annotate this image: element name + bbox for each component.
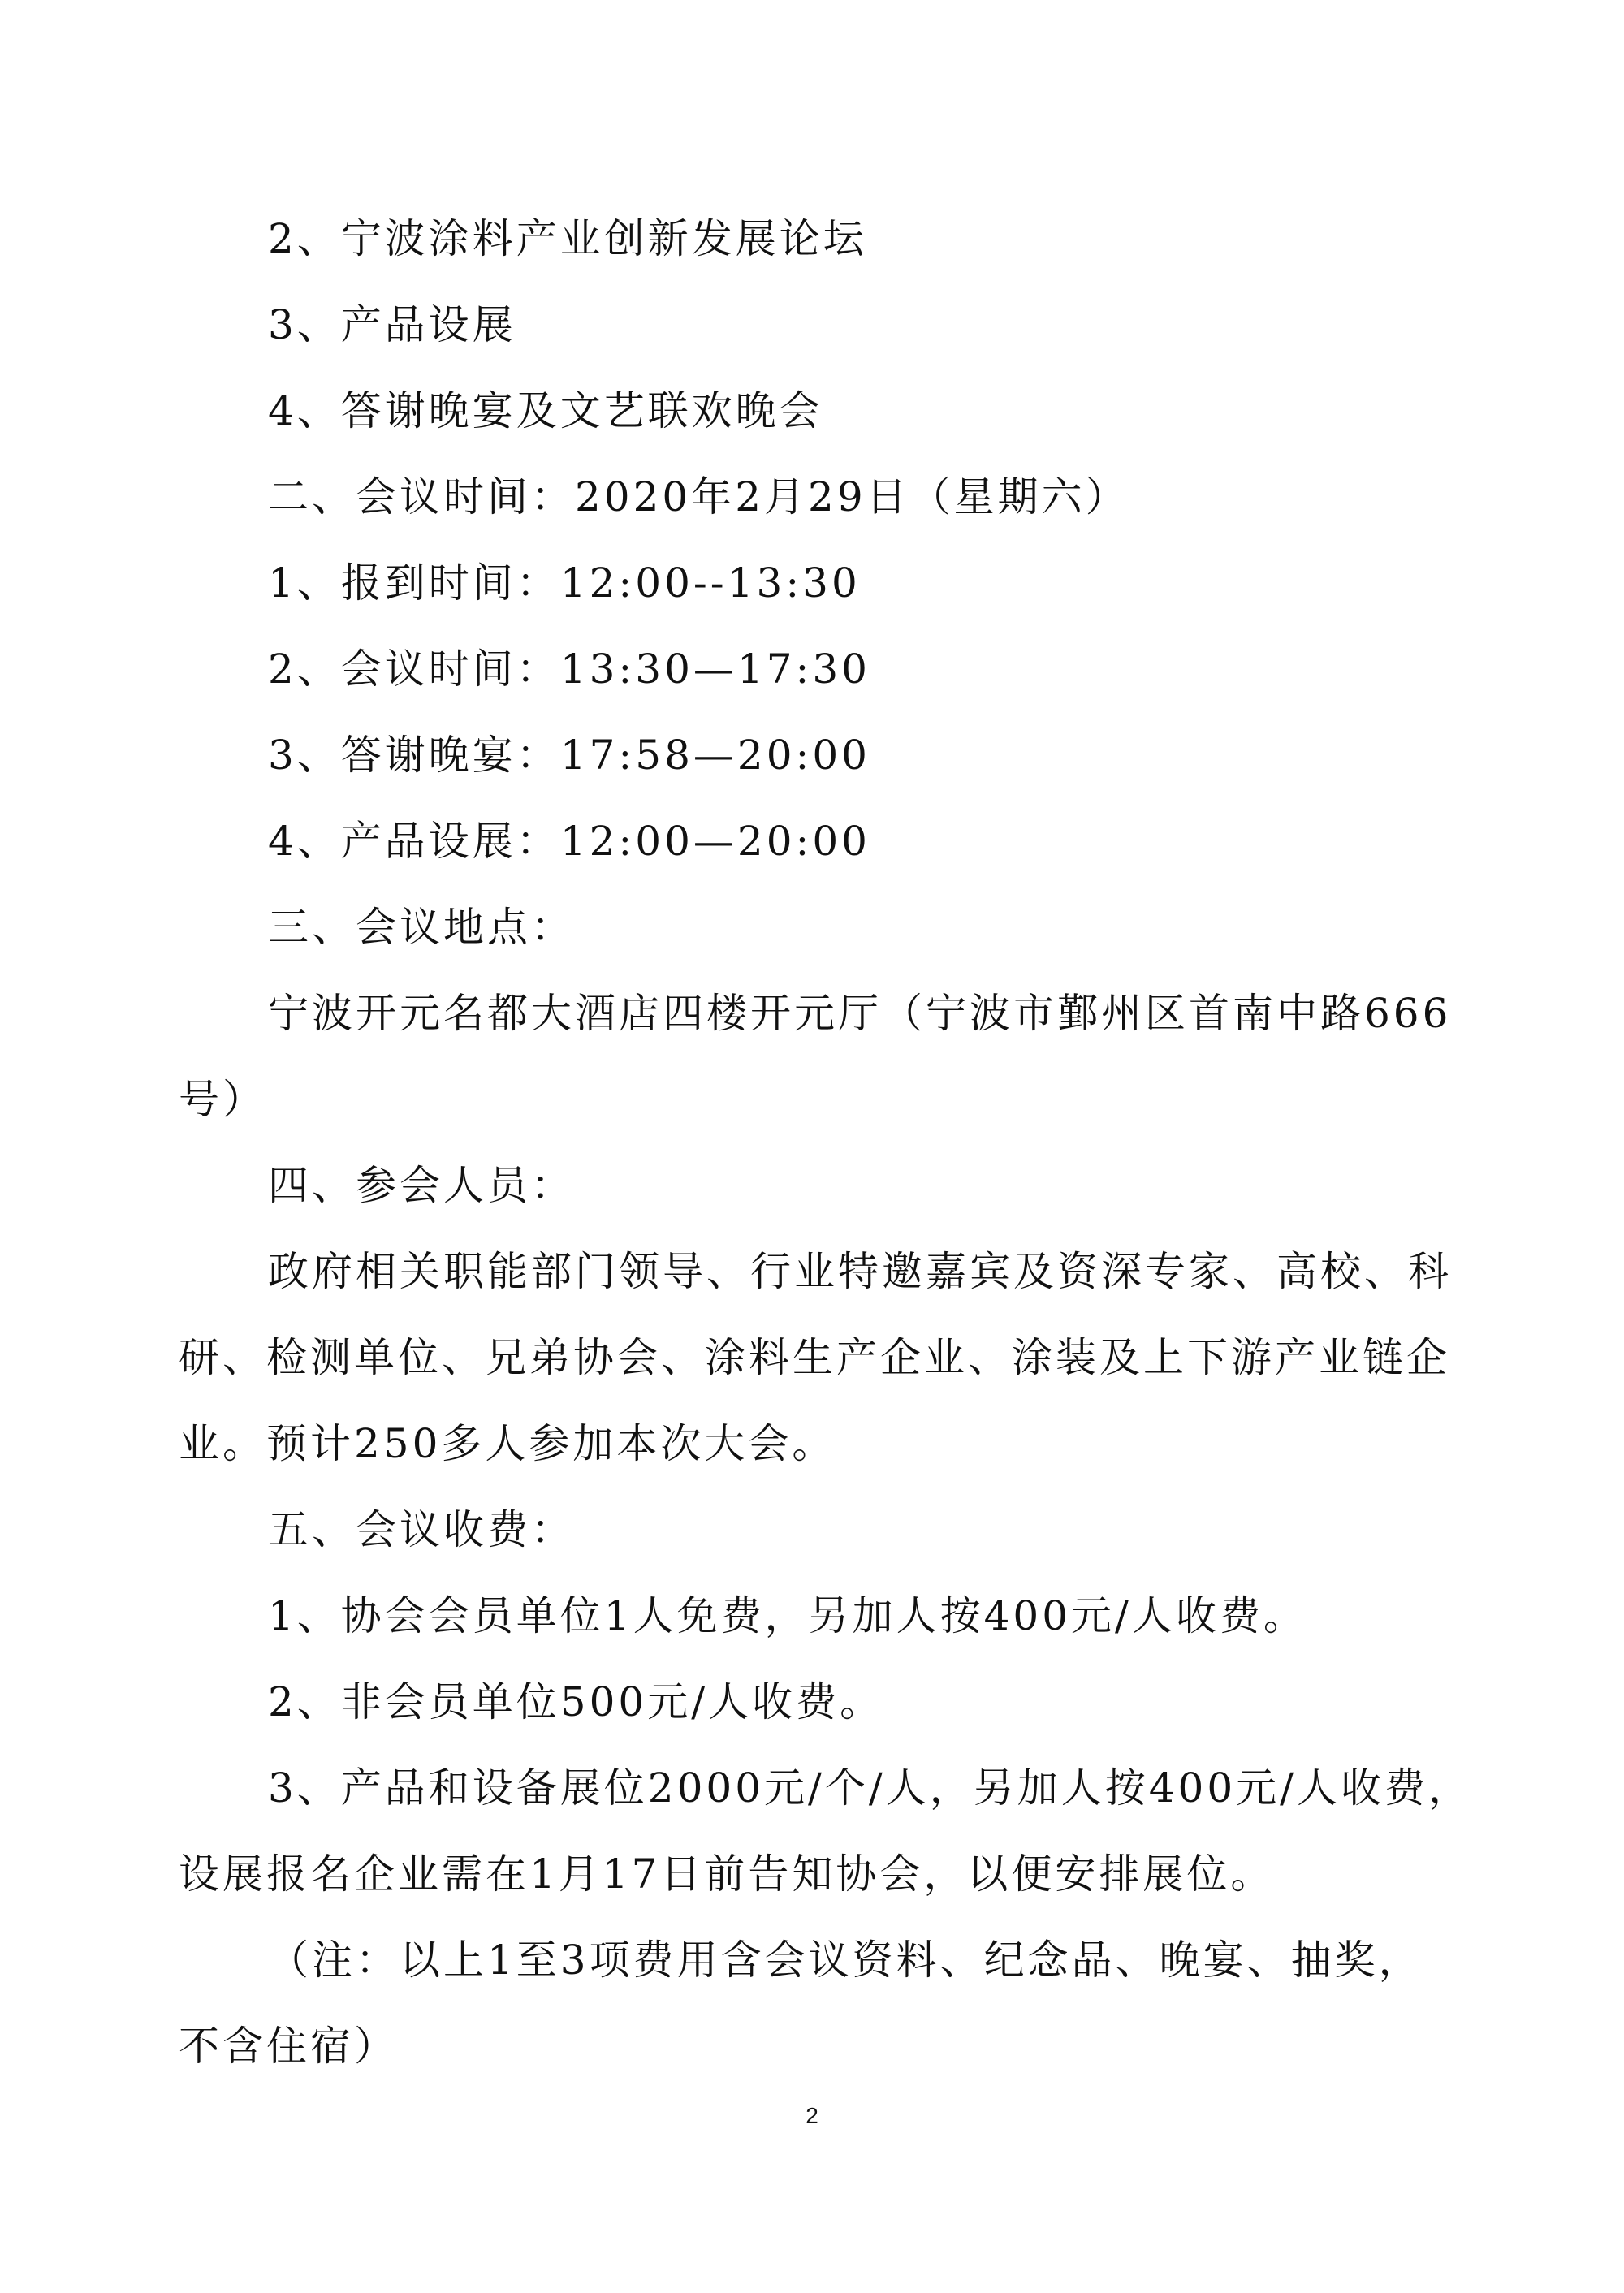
agenda-item-banquet: 4、答谢晚宴及文艺联欢晚会: [268, 387, 823, 434]
schedule-item-registration: 1、报到时间：12:00--13:30: [268, 559, 861, 607]
venue-address-line-1: 宁波开元名都大酒店四楼开元厅（宁波市鄞州区首南中路666: [268, 990, 1452, 1037]
fee-item-non-members: 2、非会员单位500元/人收费。: [268, 1678, 884, 1725]
attendees-paragraph-line-3: 业。预计250多人参加本次大会。: [179, 1420, 836, 1467]
schedule-item-meeting: 2、会议时间：13:30—17:30: [268, 646, 870, 693]
section-heading-meeting-time: 二、会议时间：2020年2月29日（星期六）: [268, 473, 1129, 520]
attendees-paragraph-line-1: 政府相关职能部门领导、行业特邀嘉宾及资深专家、高校、科: [268, 1248, 1452, 1295]
fee-item-members: 1、协会会员单位1人免费，另加人按400元/人收费。: [268, 1592, 1307, 1639]
section-heading-attendees: 四、参会人员：: [268, 1162, 575, 1209]
fee-item-booth-line-2: 设展报名企业需在1月17日前告知协会，以便安排展位。: [179, 1850, 1275, 1898]
schedule-item-banquet: 3、答谢晚宴：17:58—20:00: [268, 732, 870, 779]
attendees-paragraph-line-2: 研、检测单位、兄弟协会、涂料生产企业、涂装及上下游产业链企: [179, 1334, 1450, 1381]
venue-address-line-2: 号）: [179, 1076, 266, 1123]
agenda-item-forum: 2、宁波涂料产业创新发展论坛: [268, 215, 867, 262]
section-heading-fees: 五、会议收费：: [268, 1506, 575, 1553]
schedule-item-exhibition: 4、产品设展：12:00—20:00: [268, 818, 870, 865]
agenda-item-exhibition: 3、产品设展: [268, 301, 516, 348]
fee-item-booth-line-1: 3、产品和设备展位2000元/个/人，另加人按400元/人收费，: [268, 1764, 1473, 1812]
fee-note-line-2: 不含住宿）: [179, 2023, 398, 2070]
page-number: 2: [806, 2103, 818, 2128]
fee-note-line-1: （注：以上1至3项费用含会议资料、纪念品、晚宴、抽奖，: [268, 1937, 1423, 1984]
section-heading-venue: 三、会议地点：: [268, 904, 575, 951]
